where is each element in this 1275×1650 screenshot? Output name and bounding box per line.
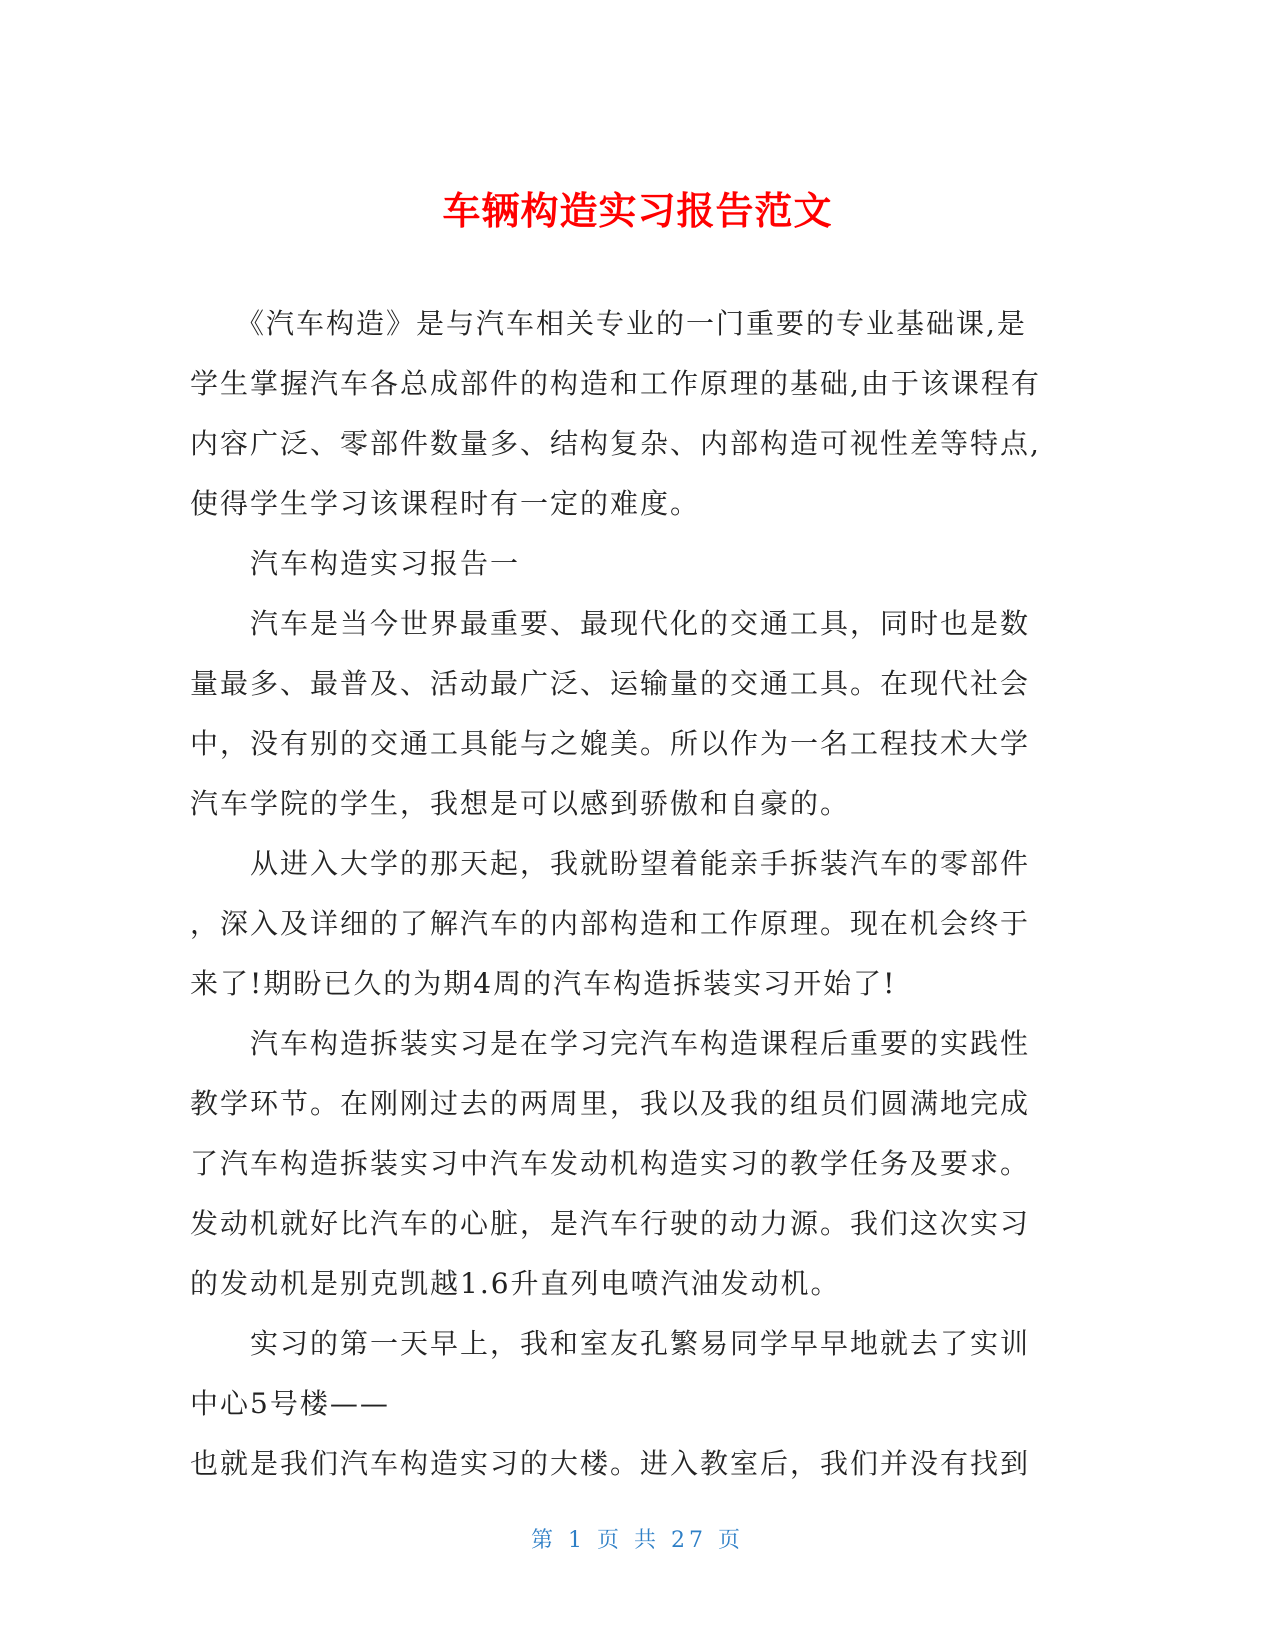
paragraph-body — [190, 1314, 1075, 1494]
paragraph-body — [190, 594, 1075, 834]
text-line: 学生掌握汽车各总成部件的构造和工作原理的基础,由于该课程有 — [190, 367, 1041, 400]
text-line: 从进入大学的那天起，我就盼望着能亲手拆装汽车的零部件 — [190, 847, 1031, 880]
text-line: 汽车构造实习报告一 — [190, 547, 521, 580]
paragraph-intro — [190, 294, 1075, 534]
text-line: 汽车是当今世界最重要、最现代化的交通工具，同时也是数 — [190, 607, 1031, 640]
text-line: 发动机就好比汽车的心脏，是汽车行驶的动力源。我们这次实习 — [190, 1207, 1031, 1240]
page-number-footer: 第 1 页 共 27 页 — [531, 1528, 744, 1553]
text-line: 也就是我们汽车构造实习的大楼。进入教室后，我们并没有找到 — [190, 1447, 1031, 1480]
paragraph-body — [190, 1014, 1075, 1314]
text-line: 中，没有别的交通工具能与之媲美。所以作为一名工程技术大学 — [190, 727, 1031, 760]
text-line: 教学环节。在刚刚过去的两周里，我以及我的组员们圆满地完成 — [190, 1087, 1031, 1120]
text-line: 汽车构造拆装实习是在学习完汽车构造课程后重要的实践性 — [190, 1027, 1031, 1060]
text-line: 《汽车构造》是与汽车相关专业的一门重要的专业基础课,是 — [190, 307, 1027, 340]
section-heading — [190, 534, 1075, 594]
text-line: 的发动机是别克凯越1.6升直列电喷汽油发动机。 — [190, 1267, 841, 1300]
page-title: 车辆构造实习报告范文 — [442, 189, 833, 234]
text-line: 了汽车构造拆装实习中汽车发动机构造实习的教学任务及要求。 — [190, 1147, 1031, 1180]
document-body — [190, 294, 1075, 1494]
text-line: 内容广泛、零部件数量多、结构复杂、内部构造可视性差等特点, — [190, 427, 1041, 460]
text-line: ，深入及详细的了解汽车的内部构造和工作原理。现在机会终于 — [190, 907, 1031, 940]
text-line: 实习的第一天早上，我和室友孔繁易同学早早地就去了实训 — [190, 1327, 1031, 1360]
text-line: 汽车学院的学生，我想是可以感到骄傲和自豪的。 — [190, 787, 851, 820]
text-line: 量最多、最普及、活动最广泛、运输量的交通工具。在现代社会 — [190, 667, 1031, 700]
text-line: 来了!期盼已久的为期4周的汽车构造拆装实习开始了! — [190, 967, 897, 1000]
text-line: 使得学生学习该课程时有一定的难度。 — [190, 487, 701, 520]
text-line: 中心5号楼—— — [190, 1387, 390, 1420]
paragraph-body — [190, 834, 1075, 1014]
